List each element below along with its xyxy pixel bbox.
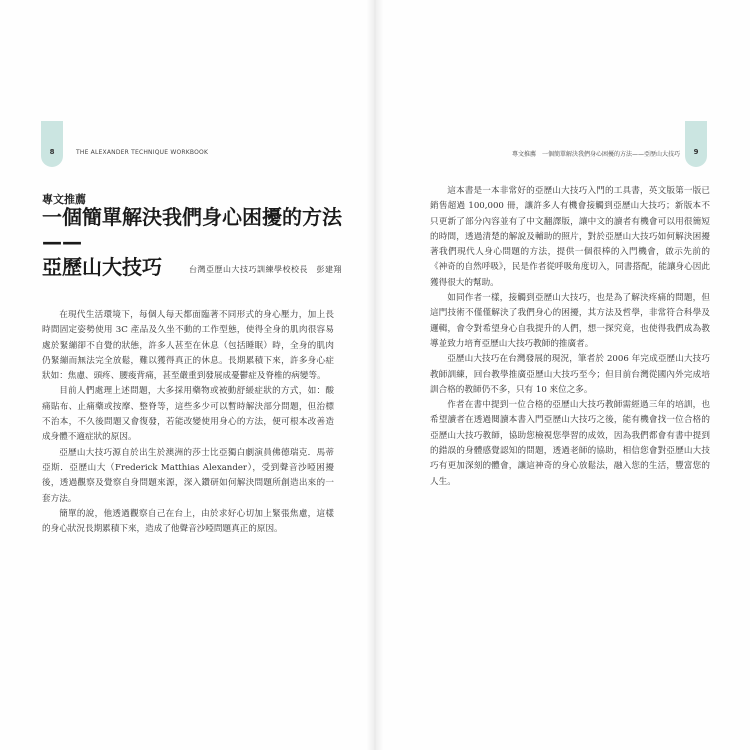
paragraph: 亞歷山大技巧在台灣發展的現況，筆者於 2006 年完成亞歷山大技巧教師訓練，回台教學推廣亞歷山大技巧至今；但目前台灣從國內外完成培訓合格的教師仍不多，只有 10 來位之多。 <box>430 354 710 395</box>
author-byline: 台灣亞歷山大技巧訓練學校校長 彭建翔 <box>189 265 342 274</box>
running-header-left: THE ALEXANDER TECHNIQUE WORKBOOK <box>76 149 209 156</box>
page-number-right: 9 <box>693 148 699 156</box>
left-page <box>0 0 374 750</box>
paragraph: 如同作者一樣，接觸到亞歷山大技巧，也是為了解決疼痛的問題，但這門技術不僅僅解決了我們身心的困擾，其方法及哲學，非常符合科學及邏輯，會令對希望身心自我提升的人們，想一探究竟，也使得我們成為教導並致力培育亞歷山大技巧教師的推廣者。 <box>430 293 710 349</box>
page-number-left: 8 <box>49 148 55 156</box>
title-line-1: 一個簡單解決我們身心困擾的方法—— <box>42 205 342 254</box>
paragraph: 在現代生活環境下，每個人每天都面臨著不同形式的身心壓力，加上長時間固定姿勢使用 3C 產品及久坐不動的工作型態，使得全身的肌肉很容易處於緊繃卻不自覺的狀態，許多人甚至在休息（包括睡眠）時，全身的肌肉仍緊繃而無法完全放鬆，難以獲得真正的休息。長期累積下來，許多身心症狀如：焦慮、頭疼、腰痠背痛，甚至嚴重到發展成憂鬱症及脊椎的病變等。 <box>42 310 334 382</box>
paragraph: 目前人們處理上述問題，大多採用藥物或被動舒緩症狀的方式，如：酸痛貼布、止痛藥或按摩、整脊等，這些多少可以暫時解決部分問題，但治標不治本，不久後問題又會復發，若能改變使用身心的方法，便可根本改善造成身體不適症狀的原因。 <box>42 386 334 443</box>
paragraph: 簡單的說，他透過觀察自己在台上，由於求好心切加上緊張焦慮，這樣的身心狀況長期累積下來，造成了他聲音沙啞問題真正的原因。 <box>42 508 334 535</box>
paragraph: 這本書是一本非常好的亞歷山大技巧入門的工具書，英文版第一版已銷售超過 100,000 冊，讓許多人有機會接觸到亞歷山大技巧；新版本不只更新了部分內容並有了中文翻譯版，讓中文的讀者有機會可以用很簡短的時間，透過清楚的解說及輔助的照片，對於亞歷山大技巧如何解決困擾著我們現代人身心問題的方法，提供一個很棒的入門機會，啟示先前的《神奇的自然呼吸》，民是作者從呼吸角度切入，同書搭配，能讓身心因此獲得很大的幫助。 <box>430 186 710 288</box>
page-tab-left <box>41 121 63 167</box>
section-label: 專文推薦 <box>42 193 86 206</box>
book-gutter-shadow <box>366 0 384 750</box>
left-body-text <box>42 308 334 537</box>
paragraph: 亞歷山大技巧源自於出生於澳洲的莎士比亞獨白劇演員佛德瑞克．馬蒂亞斯．亞歷山大（Frederick Matthias Alexander），受到聲音沙啞困擾後，透過觀察及覺察自身問題來源，深入鑽研如何解決問題所創造出來的一套方法。 <box>42 447 334 504</box>
right-body-text <box>430 184 710 490</box>
running-header-right: 專文推薦 一個簡單解決我們身心困擾的方法——亞歷山大技巧 <box>511 151 680 158</box>
paragraph: 作者在書中提到一位合格的亞歷山大技巧教師需經過三年的培訓，也希望讀者在透過閱讀本書入門亞歷山大技巧之後，能有機會找一位合格的亞歷山大技巧教師，協助您檢視您學習的成效，因為我們都會有書中提到的錯誤的身體感覺認知的問題，透過老師的協助，相信您會對亞歷山大技巧有更加深刻的體會，讓這神奇的身心放鬆法，融入您的生活，豐富您的人生。 <box>430 400 710 487</box>
title-line-2: 亞歷山大技巧 <box>42 255 162 279</box>
page-tab-right <box>685 121 707 167</box>
